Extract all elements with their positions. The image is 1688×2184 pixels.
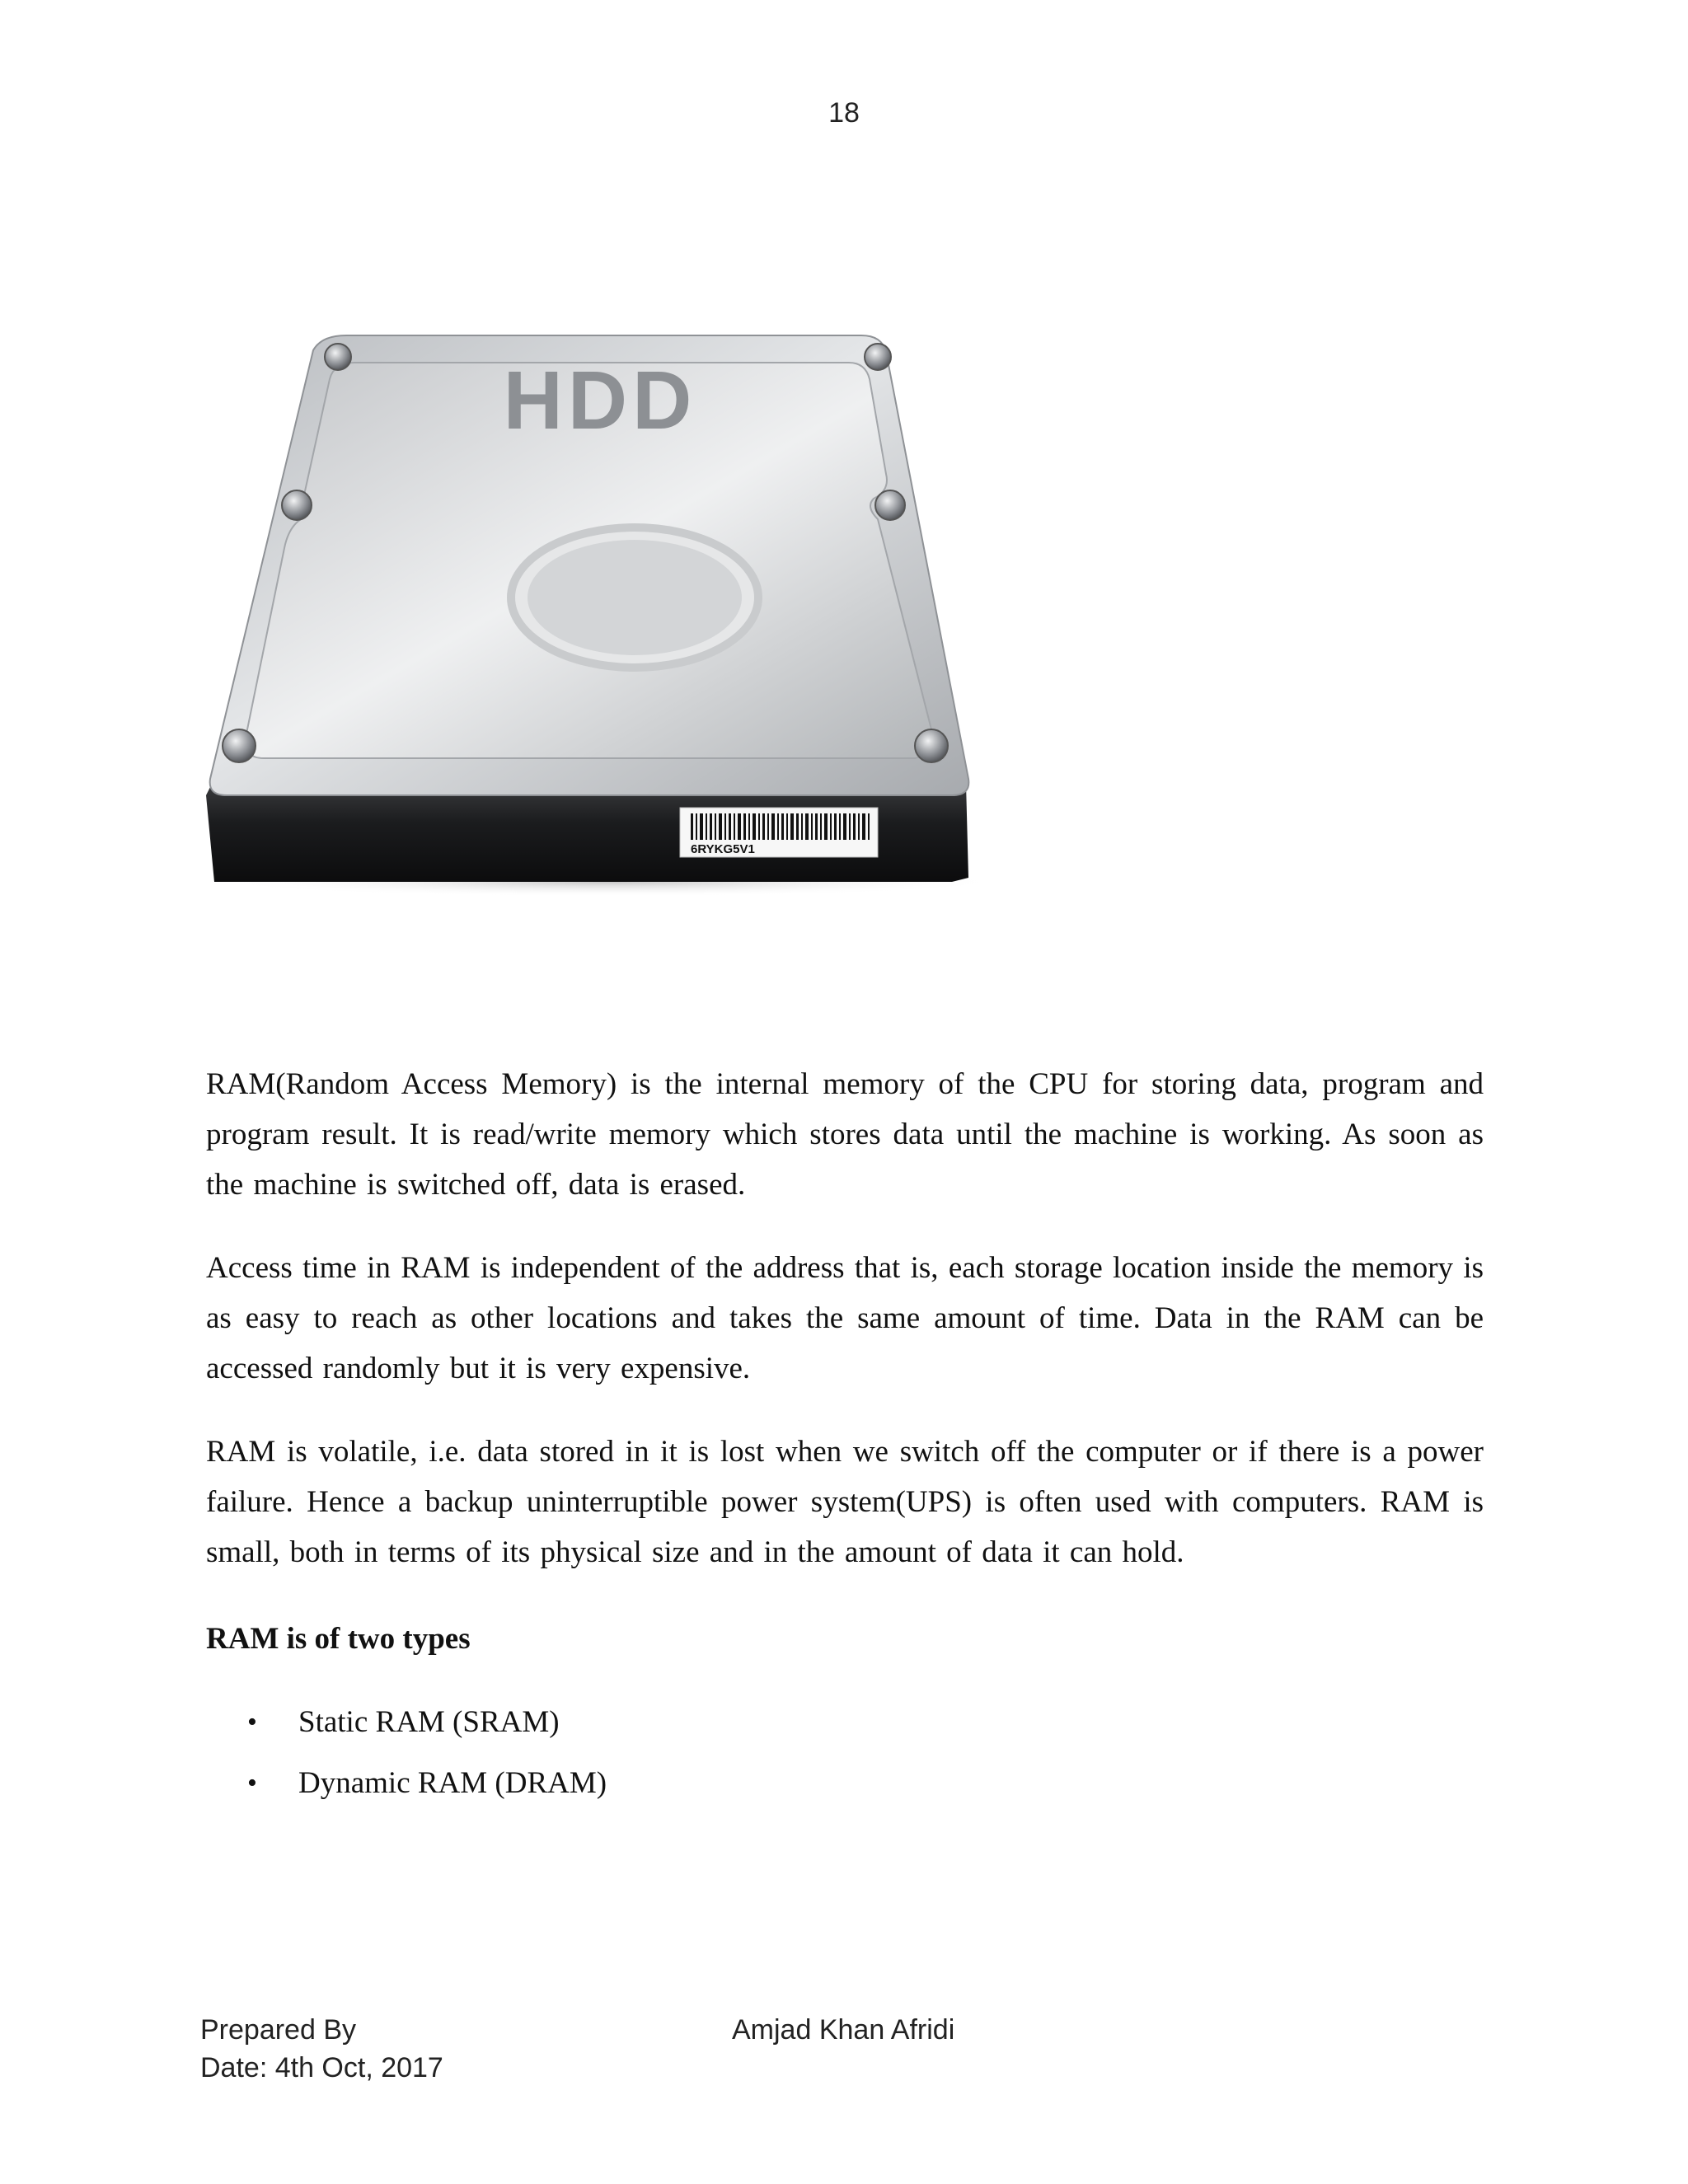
list-item-label: Dynamic RAM (DRAM) xyxy=(298,1766,607,1800)
page-number: 18 xyxy=(828,97,860,129)
hdd-icon xyxy=(206,334,1014,902)
types-list xyxy=(206,1692,1484,1814)
hdd-image xyxy=(206,334,1014,902)
main-content xyxy=(206,1059,1484,1814)
paragraph-volatile: RAM is volatile, i.e. data stored in it is lost when we switch off the computer or if there is a power failure. Hence a backup uninterruptible power system(UPS) is often used with computers. RAM is small, both in terms of its physical size and in the amount of data it can hold. xyxy=(206,1435,1484,1569)
barcode-code: 6RYKG5V1 xyxy=(691,842,755,856)
paragraph-ram-definition: RAM(Random Access Memory) is the internal memory of the CPU for storing data, program and program result. It is read/write memory which stores data until the machine is working. As soon as the machine is switched off, data is erased. xyxy=(206,1067,1484,1202)
list-item-dram xyxy=(206,1753,1484,1814)
types-heading: RAM is of two types xyxy=(206,1622,471,1656)
list-item-sram xyxy=(206,1692,1484,1753)
barcode-label xyxy=(680,808,878,857)
bullet-icon: • xyxy=(247,1707,257,1737)
hdd-lid-text: HDD xyxy=(503,354,697,447)
bullet-icon: • xyxy=(247,1768,257,1798)
list-item-label: Static RAM (SRAM) xyxy=(298,1705,560,1739)
footer-date: Date: 4th Oct, 2017 xyxy=(200,2052,443,2083)
footer-author: Amjad Khan Afridi xyxy=(732,2014,955,2046)
paragraph-access-time: Access time in RAM is independent of the address that is, each storage location inside the memory is as easy to reach as other locations and takes the same amount of time. Data in the RAM can be accessed randomly but it is very expensive. xyxy=(206,1251,1484,1385)
footer-prepared-by: Prepared By xyxy=(200,2014,356,2046)
